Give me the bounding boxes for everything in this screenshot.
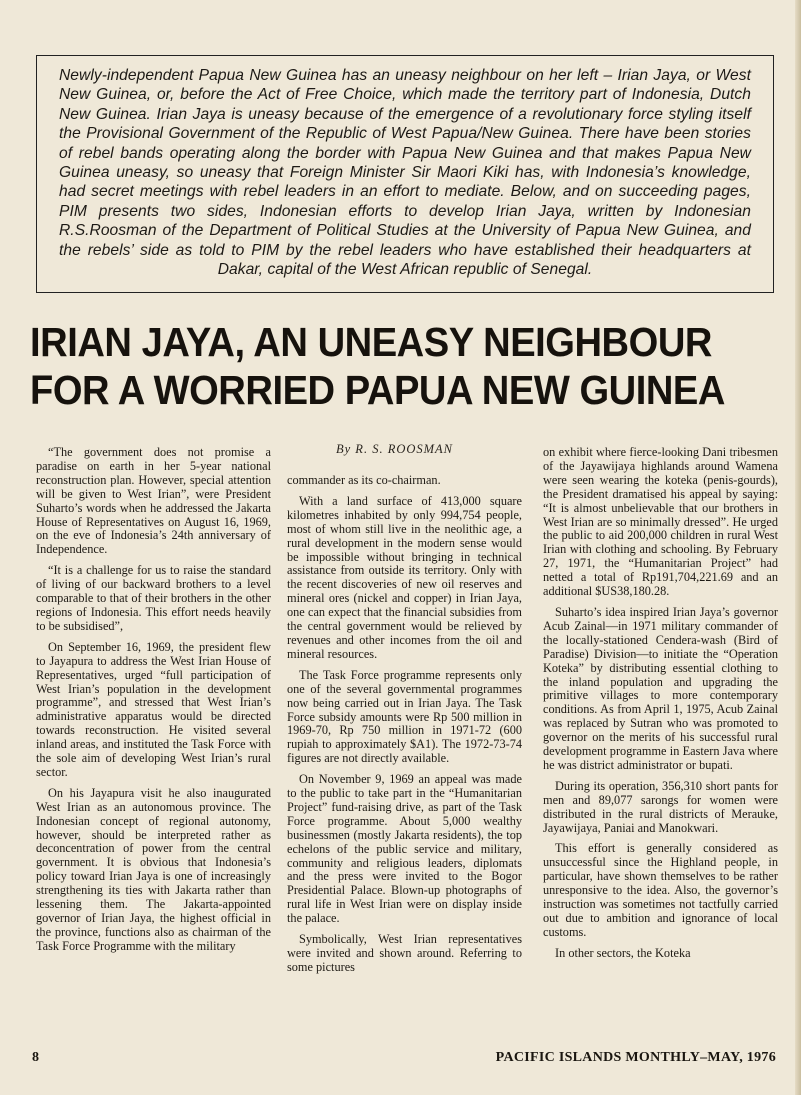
intro-box (36, 55, 774, 293)
paragraph: The Task Force programme represents only one of the several governmental programmes now being carried out in Irian Jaya. The Task Force subsidy amounts were Rp 500 million in 1969-70, Rp 750 million in 1971-72 (600 rupiah to approximately $A1). The 1972-73-74 figures are not directly available. (287, 667, 522, 766)
page-edge-shadow (795, 0, 801, 1095)
paragraph: “The government does not promise a paradise on earth in her 5-year national reconstruction plan. However, special attention will be given to West Irian”, were President Suharto’s words when he addressed the Jakarta House of Representatives on August 16, 1969, on the eve of Indonesia’s 24th anniversary of Independence. (36, 445, 271, 557)
paragraph: “It is a challenge for us to raise the standard of living of our backward brothers to a level comparable to that of their brothers in the other regions of Indonesia. This effort needs heavily to be subsidised”, (36, 563, 271, 633)
paragraph: During its operation, 356,310 short pants for men and 89,077 sarongs for women were distributed in the rural districts of Merauke, Jayawijaya, Paniai and Manokwari. (543, 778, 778, 835)
article-column-3 (543, 446, 778, 968)
intro-text: Newly-independent Papua New Guinea has an uneasy neighbour on her left – Irian Jaya, or West New Guinea, or, before the Act of Free Choice, which made the territory part of Indonesia, Dutch New Guinea. Irian Jaya is uneasy because of the emergence of a revolutionary force styling itself the Provisional Government of the Republic of West Papua/New Guinea. There have been stories of rebel bands operating along the border with Papua New Guinea and that makes Papua New Guinea uneasy, so uneasy that Foreign Minister Sir Maori Kiki has, with Indonesia’s knowledge, had secret meetings with rebel leaders in an effort to mediate. Below, and on succeeding pages, PIM presents two sides, Indonesian efforts to develop Irian Jaya, written by Indonesian R.S.Roosman of the Department of Political Studies at the University of Papua New Guinea, and the rebels’ side as told to PIM by the rebel leaders who have established their headquarters at Dakar, capital of the West African republic of Senegal. (59, 67, 751, 279)
headline (30, 318, 737, 414)
journal-line: PACIFIC ISLANDS MONTHLY–MAY, 1976 (495, 1050, 776, 1065)
headline-line-2: FOR A WORRIED PAPUA NEW GUINEA (30, 367, 725, 413)
headline-line-1: IRIAN JAYA, AN UNEASY NEIGHBOUR (30, 319, 712, 365)
paragraph: This effort is generally considered as unsuccessful since the Highland people, in particular, have shown themselves to be rather unresponsive to the idea. Also, the governor’s instruction was sometimes not tactfully carried out due to ambition and ignorance of local customs. (543, 841, 778, 939)
paragraph: on exhibit where fierce-looking Dani tribesmen of the Jayawijaya highlands around Wamena were seen wearing the koteka (penis-gourds), the President dramatised his appeal by saying: “It is almost unbelievable that our brothers in West Irian are so minimally dressed”. He urged the public to aid 200,000 children in rural West Irian with clothing and schooling. By February 27, 1971, the “Humanitarian Project” had netted a total of Rp191,704,221.69 and an additional $US38,180.28. (543, 445, 778, 599)
paragraph: With a land surface of 413,000 square kilometres inhabited by only 994,754 people, most of whom still live in the neolithic age, a rural development in the modern sense would be impossible without bringing in technical assistance from outside its territory. Only with the recent discoveries of new oil reserves and mineral ores (nickel and copper) in Irian Jaya, one can expect that the financial subsidies from the central government would be relieved by revenues and other incomes from the oil and mineral resources. (287, 493, 522, 661)
article-column-1 (36, 446, 271, 961)
paragraph: On September 16, 1969, the president flew to Jayapura to address the West Irian House of Representatives, urged “full participation of West Irian’s population in the development programme”, and stressed that West Irian’s administrative apparatus would be directed towards reconstruction. He visited several inland areas, and instituted the Task Force with the sole aim of developing West Irian’s rural sector. (36, 639, 271, 779)
page-number: 8 (32, 1050, 39, 1065)
paragraph: On his Jayapura visit he also inaugurated West Irian as an autonomous province. The Indonesian concept of regional autonomy, however, should be interpreted rather as deconcentration of power from the central government. It is obvious that Indonesia’s policy toward Irian Jaya is one of increasingly strengthening its ties with Jakarta rather than lessening them. The Jakarta-appointed governor of Irian Jaya, the highest official in the province, functions also as chairman of the Task Force Programme with the military (36, 785, 271, 953)
paragraph: Suharto’s idea inspired Irian Jaya’s governor Acub Zainal—in 1971 military commander of the locally-stationed Cendera-wash (Bird of Paradise) Division—to initiate the “Operation Koteka” by distributing essential clothing to the inland population and upgrading the primitive villages to more contemporary conditions. As from April 1, 1975, Acub Zainal was replaced by Sutran who was promoted to governor on the merits of his successful rural development programme in Eastern Java where he was district administrator or bupati. (543, 604, 778, 772)
byline: By R. S. ROOSMAN (336, 442, 454, 456)
paragraph: In other sectors, the Koteka (555, 945, 691, 960)
paragraph: Symbolically, West Irian representatives were invited and shown around. Referring to some pictures (287, 932, 522, 974)
paragraph: On November 9, 1969 an appeal was made to the public to take part in the “Humanitarian Project” fund-raising drive, as part of the Task Force programme. About 5,000 wealthy businessmen (mostly Jakarta residents), the top echelons of the public service and military, community and religious leaders, diplomats and the press were invited to the Bogor Presidential Palace. Blown-up photographs of rural life in West Irian were on display inside the palace. (287, 772, 522, 926)
paragraph: commander as its co-chairman. (287, 473, 441, 487)
article-column-2 (287, 474, 522, 982)
